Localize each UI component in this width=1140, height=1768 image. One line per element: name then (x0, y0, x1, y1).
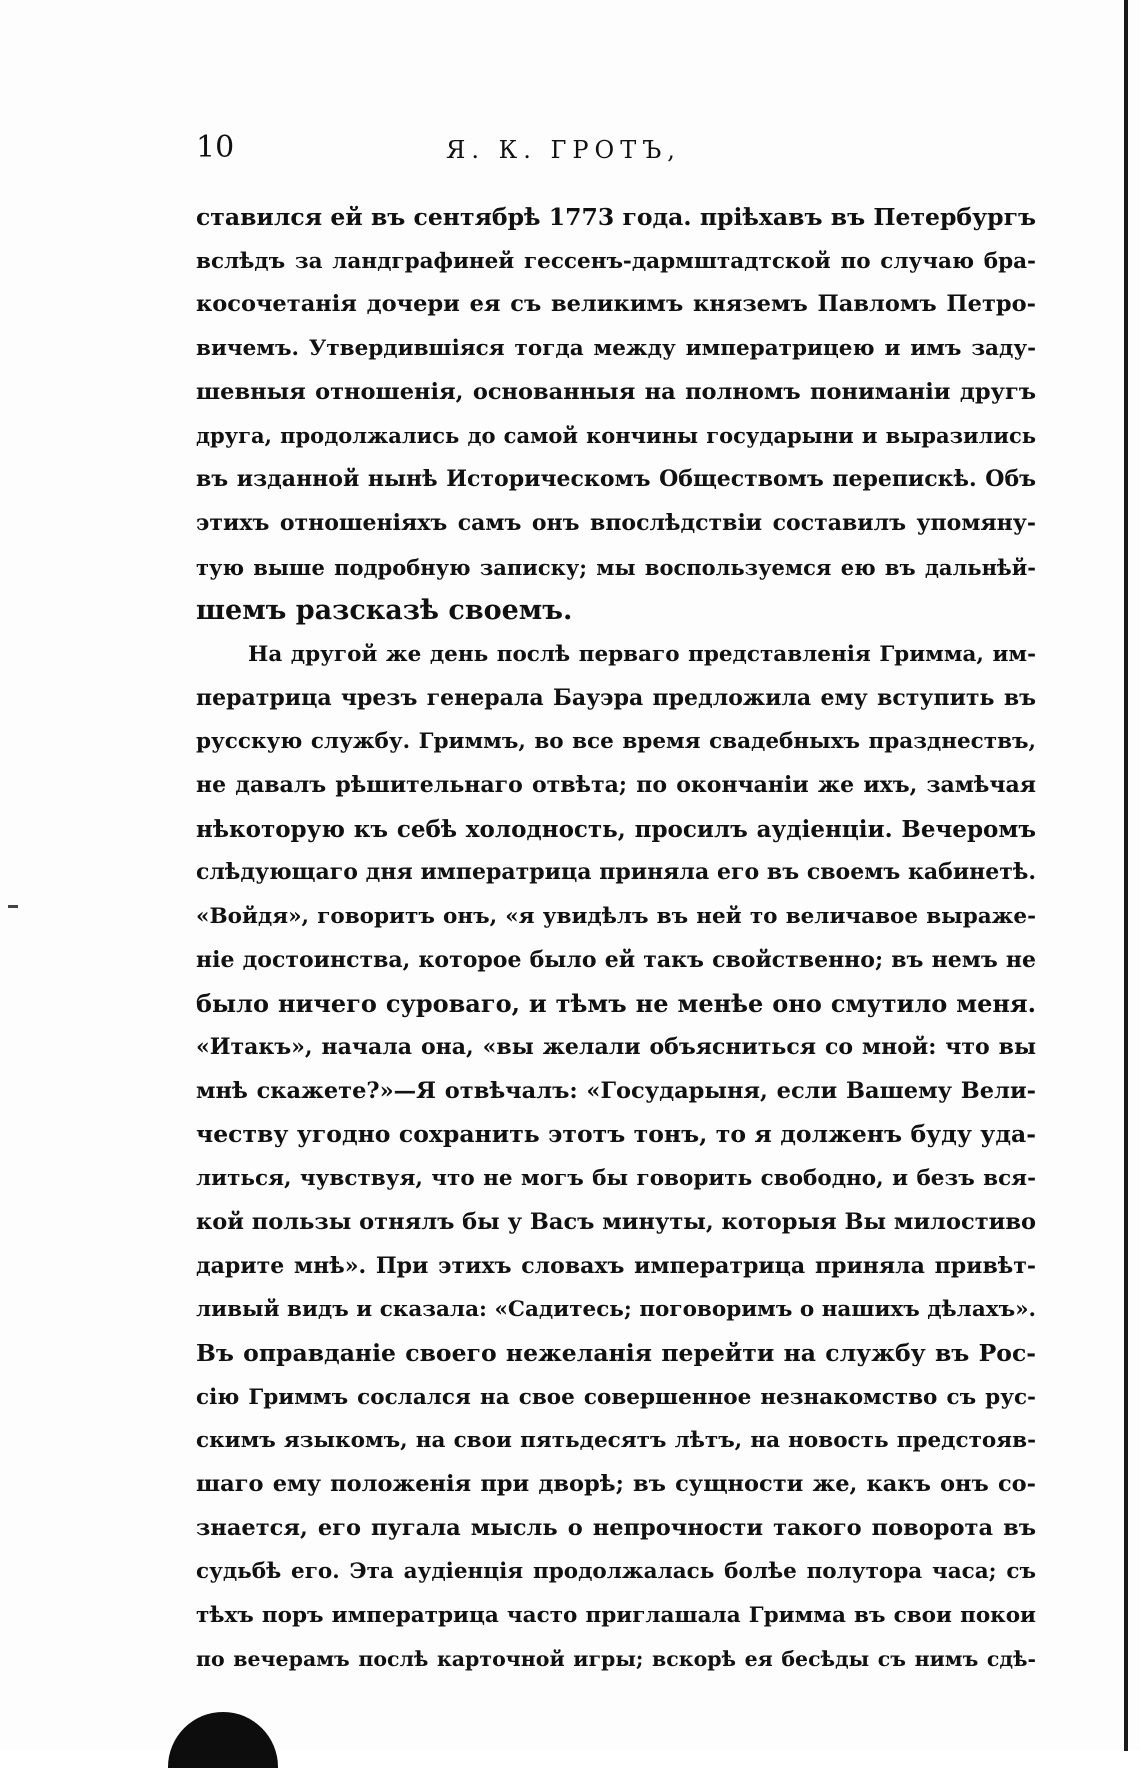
text-line: было ничего суроваго, и тѣмъ не менѣе оно смутило меня. (196, 989, 1036, 1019)
text-line: Въ оправданіе своего нежеланія перейти на службу въ Рос- (196, 1338, 1036, 1367)
paragraph-end-line: шемъ разсказѣ своемъ. (196, 595, 573, 627)
text-line: не давалъ рѣшительнаго отвѣта; по окончаніи же ихъ, замѣчая (196, 771, 1036, 798)
page-number: 10 (196, 130, 235, 165)
text-line: знается, его пугала мысль о непрочности такого поворота въ (196, 1514, 1036, 1541)
ink-blot (168, 1712, 278, 1768)
text-line: ніе достоинства, которое было ей такъ свойственно; въ немъ не (196, 946, 1036, 973)
text-line: судьбѣ его. Эта аудіенція продолжалась болѣе полутора часа; съ (196, 1559, 1036, 1585)
text-line: вичемъ. Утвердившіяся тогда между императрицею и имъ заду- (196, 336, 1036, 362)
page-edge-rule (1124, 0, 1128, 1751)
paragraph-start-line: На другой же день послѣ перваго представленія Гримма, им- (248, 641, 1036, 667)
text-line: сію Гриммъ сослался на свое совершенное незнакомство съ рус- (196, 1384, 1036, 1410)
text-line: честву угодно сохранить этотъ тонъ, то я долженъ буду уда- (196, 1120, 1036, 1149)
text-line: скимъ языкомъ, на свои пятьдесятъ лѣтъ, на новость предстояв- (196, 1428, 1036, 1454)
text-line: «Итакъ», начала она, «вы желали объясниться со мной: что вы (196, 1034, 1036, 1061)
text-line: въ изданной нынѣ Историческомъ Обществомъ перепискѣ. Объ (196, 466, 1036, 493)
text-line: дарите мнѣ». При этихъ словахъ императрица приняла привѣт- (196, 1252, 1036, 1279)
margin-mark (8, 905, 18, 908)
text-line: шевныя отношенія, основанныя на полномъ пониманіи другъ (196, 378, 1036, 405)
text-line: друга, продолжались до самой кончины государыни и выразились (196, 423, 1036, 449)
body-text (196, 196, 1036, 1681)
text-line: слѣдующаго дня императрица приняла его въ своемъ кабинетѣ. (196, 859, 1036, 886)
text-line: мнѣ скажете?»—Я отвѣчалъ: «Государыня, если Вашему Вели- (196, 1077, 1036, 1104)
text-line: русскую службу. Гриммъ, во все время свадебныхъ празднествъ, (196, 729, 1036, 755)
text-line: тую выше подробную записку; мы воспользуемся ею въ дальнѣй- (196, 554, 1036, 580)
running-header (196, 128, 1036, 168)
text-line: косочетанія дочери ея съ великимъ княземъ Павломъ Петро- (196, 291, 1036, 318)
text-line: шаго ему положенія при дворѣ; въ сущности же, какъ онъ со- (196, 1470, 1036, 1497)
text-line: этихъ отношеніяхъ самъ онъ впослѣдствіи составилъ упомяну- (196, 509, 1036, 536)
text-line: кой пользы отнялъ бы у Васъ минуты, которыя Вы милостиво (196, 1208, 1036, 1235)
text-line: ставился ей въ сентябрѣ 1773 года. пріѣхавъ въ Петербургъ (196, 203, 1036, 231)
text-line: «Войдя», говоритъ онъ, «я увидѣлъ въ ней то величавое выраже- (196, 904, 1036, 929)
text-line: ператрица чрезъ генерала Бауэра предложила ему вступить въ (196, 684, 1036, 711)
text-line: нѣкоторую къ себѣ холодность, просилъ аудіенціи. Вечеромъ (196, 815, 1036, 843)
text-line: тѣхъ поръ императрица часто приглашала Гримма въ свои покои (196, 1603, 1036, 1628)
text-line: по вечерамъ послѣ карточной игры; вскорѣ ея бесѣды съ нимъ сдѣ- (196, 1646, 1036, 1671)
text-line: вслѣдъ за ландграфиней гессенъ-дармштадтской по случаю бра- (196, 248, 1036, 274)
text-line: литься, чувствуя, что не могъ бы говорить свободно, и безъ вся- (196, 1166, 1036, 1192)
running-title: Я. К. ГРОТЪ, (446, 136, 681, 164)
text-line: ливый видъ и сказала: «Садитесь; поговоримъ о нашихъ дѣлахъ». (196, 1297, 1036, 1323)
